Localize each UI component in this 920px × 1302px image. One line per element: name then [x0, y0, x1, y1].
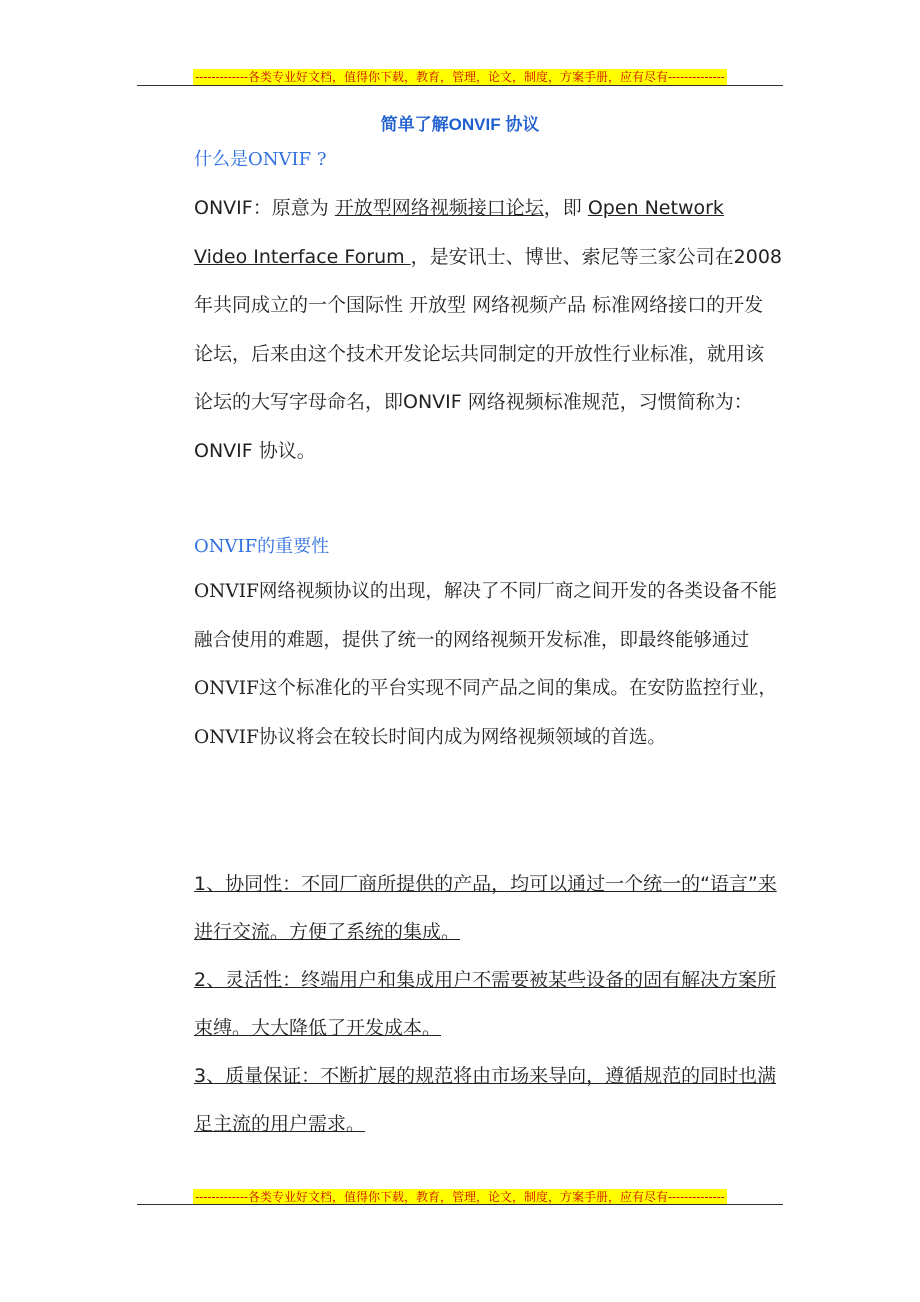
- header-banner-text: -------------各类专业好文档，值得你下载，教育，管理，论文，制度，方案手册，应有尽有--------------: [195, 70, 725, 84]
- forum-chinese-name-link[interactable]: 开放型网络视频接口论坛: [334, 197, 544, 219]
- intro-text-mid: ，即: [543, 197, 588, 219]
- document-title: 简单了解ONVIF 协议: [380, 115, 540, 134]
- forum-english-name-link[interactable]: Open Network Video Interface Forum: [194, 197, 724, 268]
- intro-paragraph: [194, 184, 782, 475]
- header-banner: [0, 66, 920, 85]
- section-heading-importance: ONVIF的重要性: [194, 536, 330, 557]
- intro-text-start: ONVIF：原意为: [194, 197, 335, 219]
- footer-divider: [137, 1204, 783, 1205]
- header-divider: [137, 85, 783, 86]
- footer-banner-text: -------------各类专业好文档，值得你下载，教育，管理，论文，制度，方案手册，应有尽有--------------: [195, 1190, 725, 1204]
- section-heading-what-is-onvif: 什么是ONVIF ?: [194, 149, 327, 170]
- point-quality-assurance: 3、质量保证：不断扩展的规范将由市场来导向，遵循规范的同时也满足主流的用户需求。: [194, 1065, 777, 1135]
- point-interoperability: 1、协同性：不同厂商所提供的产品，均可以通过一个统一的“语言”来进行交流。方便了系统的集成。: [194, 873, 777, 943]
- point-flexibility: 2、灵活性：终端用户和集成用户不需要被某些设备的固有解决方案所束缚。大大降低了开发成本。: [194, 969, 777, 1039]
- intro-text-end: ，是安讯士、博世、索尼等三家公司在2008年共同成立的一个国际性 开放型 网络视频产品 标准网络接口的开发论坛，后来由这个技术开发论坛共同制定的开放性行业标准，就用该论坛的大写字母命名，即ONVIF 网络视频标准规范，习惯简称为：ONVIF 协议。: [194, 245, 783, 462]
- importance-paragraph: ONVIF网络视频协议的出现，解决了不同厂商之间开发的各类设备不能融合使用的难题，提供了统一的网络视频开发标准，即最终能够通过ONVIF这个标准化的平台实现不同产品之间的集成。在安防监控行业，ONVIF协议将会在较长时间内成为网络视频领域的首选。: [194, 581, 777, 748]
- footer-banner: [0, 1186, 920, 1205]
